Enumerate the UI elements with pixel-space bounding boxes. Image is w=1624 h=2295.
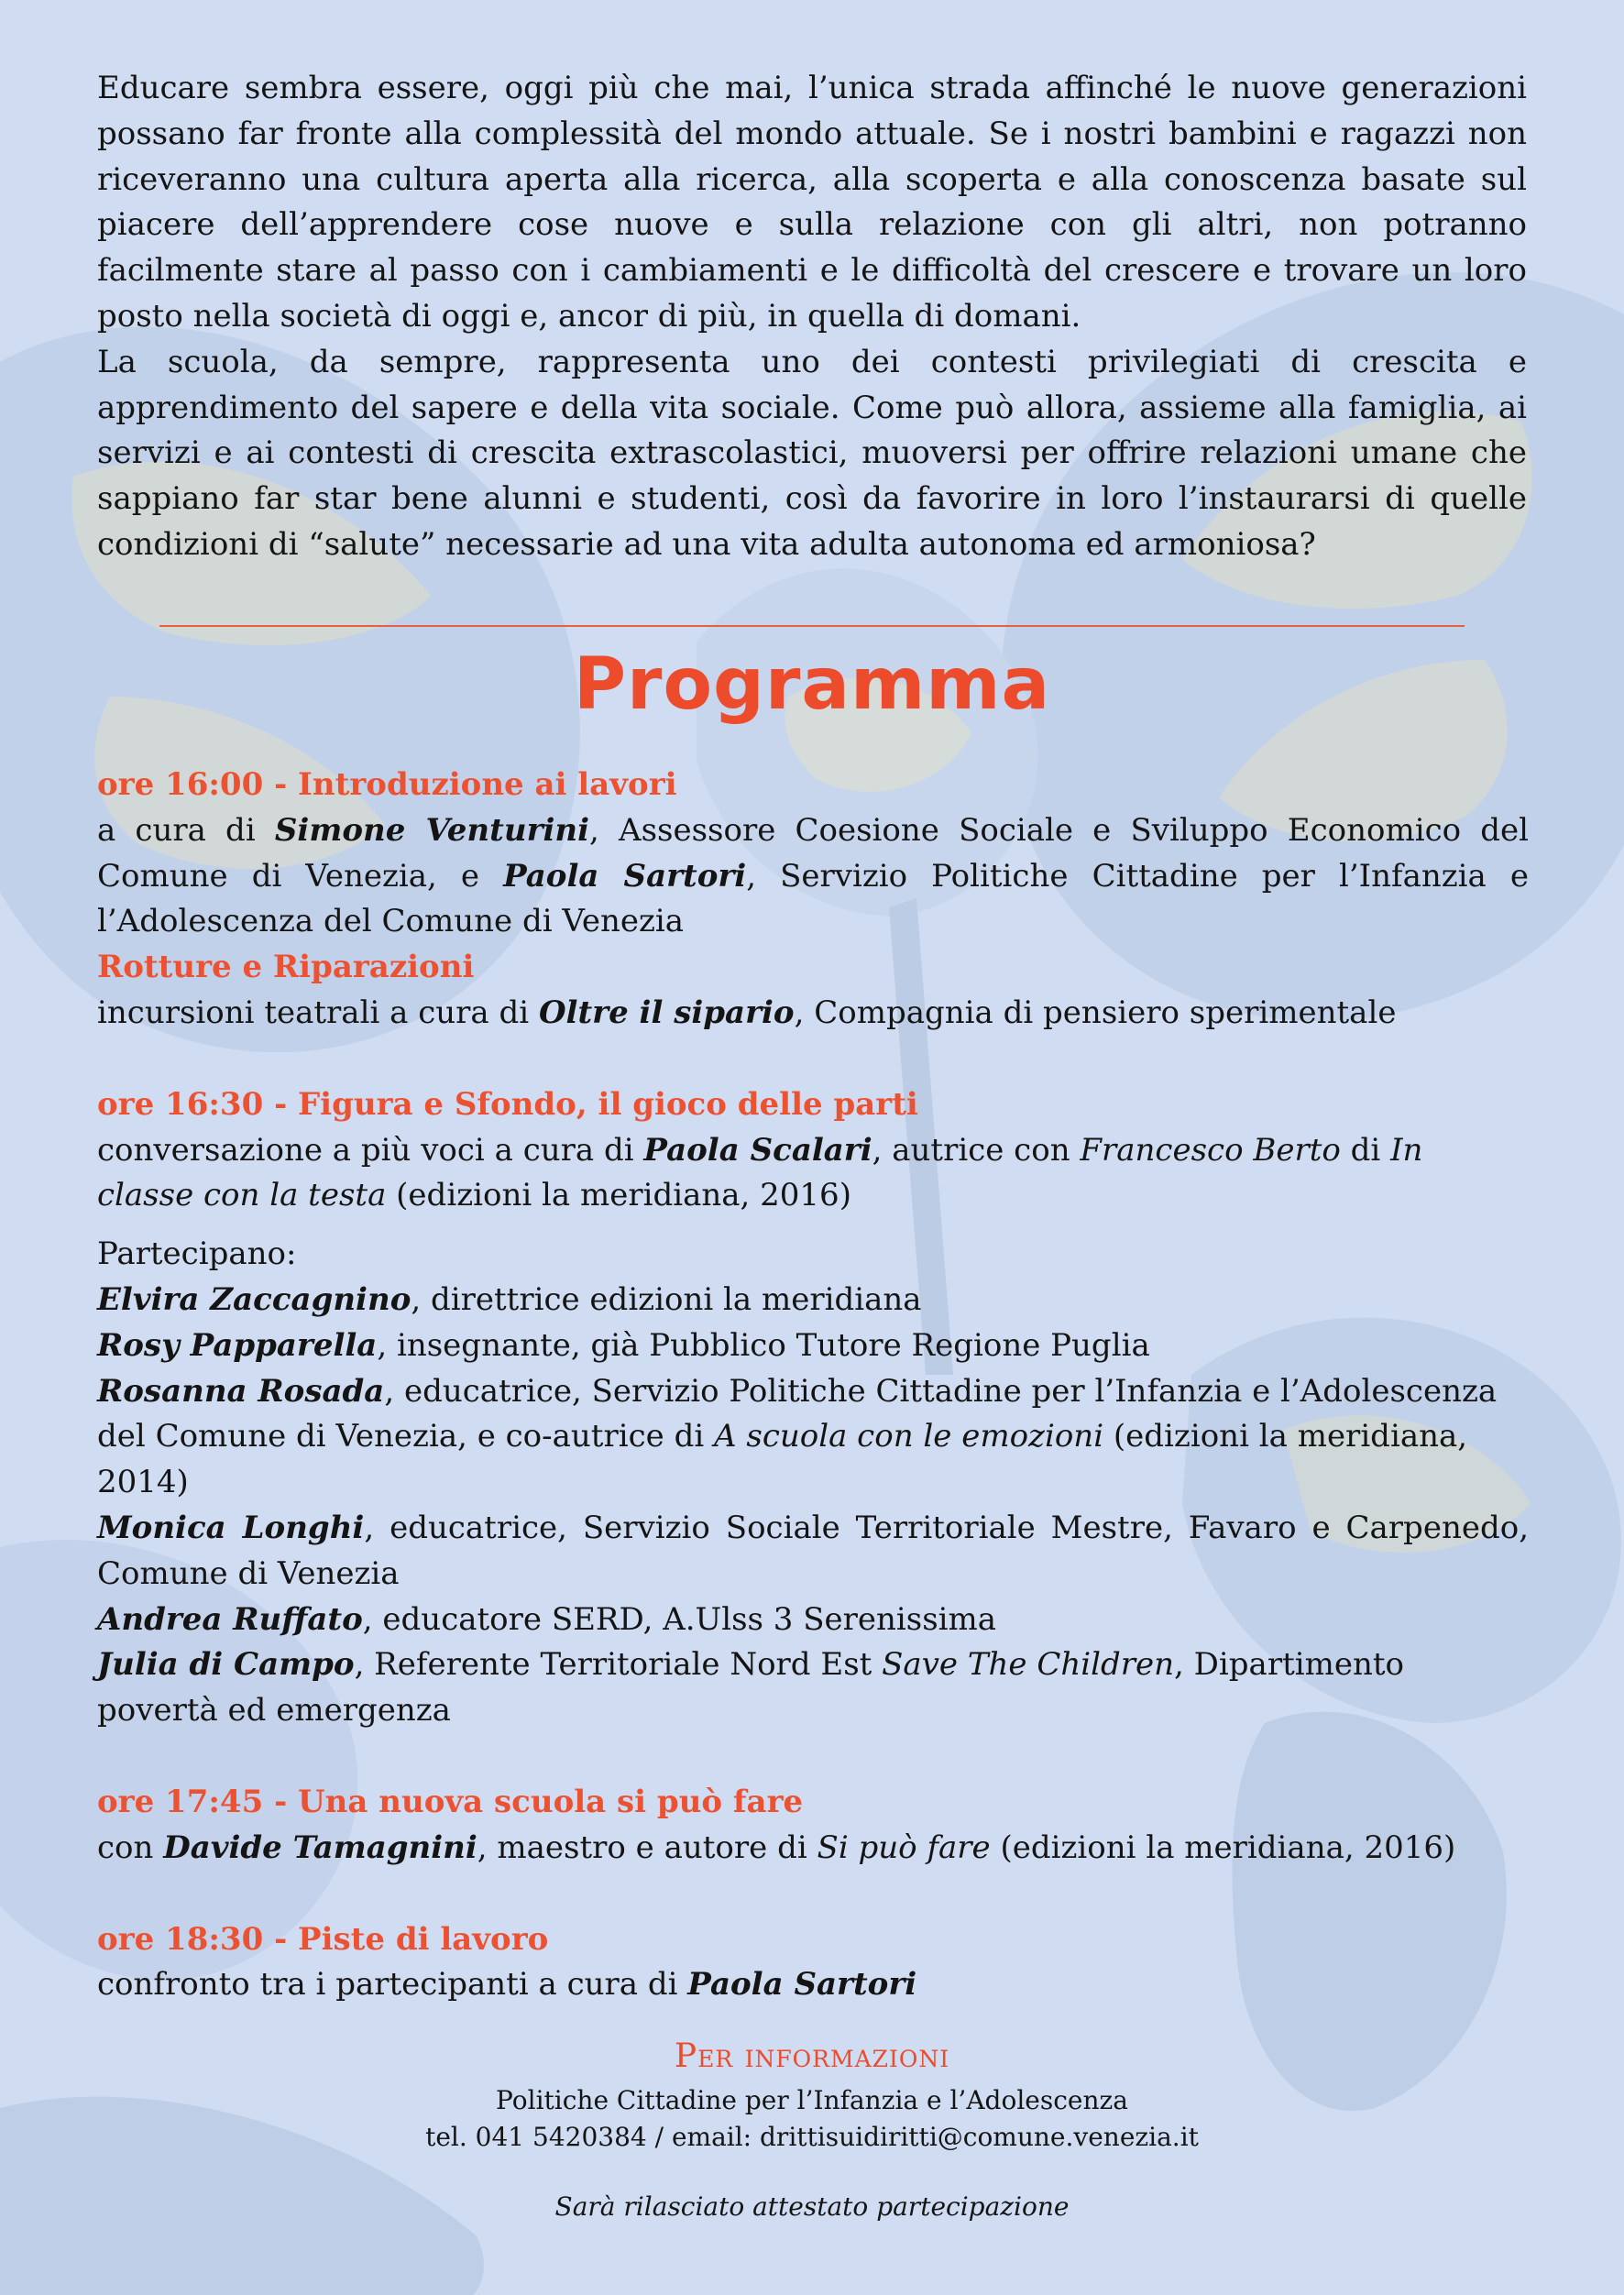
session-1-description bbox=[97, 808, 1529, 945]
intro-paragraph-1: Educare sembra essere, oggi più che mai, l’unica strada affinché le nuove generazioni possano far fronte alla complessità del mondo attuale. Se i nostri bambini e ragazzi non riceveranno una cultura aperta alla ricerca, alla scoperta e alla conoscenza basate sul piacere dell’apprendere cose nuove e sulla relazione con gli altri, non potranno facilmente stare al passo con i cambiamenti e le difficoltà del crescere e trovare un loro posto nella società di oggi e, ancor di più, in quella di domani. bbox=[97, 70, 1527, 335]
participant bbox=[97, 1323, 1529, 1369]
session-4 bbox=[97, 1917, 1529, 2009]
participant-role: (edizioni la meridiana, 2014) bbox=[97, 1418, 1468, 1501]
section-divider bbox=[159, 625, 1465, 627]
session-2-heading: ore 16:30 - Figura e Sfondo, il gioco delle parti bbox=[97, 1085, 918, 1123]
participant-name: Andrea Ruffato bbox=[97, 1600, 363, 1638]
participant-name: Rosanna Rosada bbox=[97, 1372, 385, 1410]
session-1-heading: ore 16:00 - Introduzione ai lavori bbox=[97, 766, 677, 803]
speaker-name: Paola Sartori bbox=[503, 857, 747, 895]
participant-role: , direttrice edizioni la meridiana bbox=[411, 1280, 922, 1318]
text: conversazione a più voci a cura di bbox=[97, 1131, 644, 1169]
text: , Assessore Coesione Sociale e Sviluppo Economico del Comune di Venezia, e bbox=[97, 811, 1530, 895]
program-list bbox=[97, 763, 1529, 2008]
info-office: Politiche Cittadine per l’Infanzia e l’Adolescenza bbox=[496, 2085, 1128, 2115]
text: incursioni teatrali a cura di bbox=[97, 994, 539, 1031]
coauthor-name: Francesco Berto bbox=[1080, 1131, 1341, 1169]
session-3-description bbox=[97, 1826, 1529, 1872]
participants-label: Partecipano: bbox=[97, 1235, 297, 1273]
text: con bbox=[97, 1828, 164, 1866]
info-title: Per informazioni bbox=[674, 2037, 950, 2075]
session-3 bbox=[97, 1780, 1529, 1872]
session-3-heading: ore 17:45 - Una nuova scuola si può fare bbox=[97, 1783, 804, 1820]
company-name: Oltre il sipario bbox=[538, 994, 795, 1031]
participant-name: Monica Longhi bbox=[97, 1509, 365, 1546]
participant bbox=[97, 1598, 1529, 1643]
participant-role: , educatrice, Servizio Sociale Territoriale Mestre, Favaro e Carpenedo, Comune di Venezia bbox=[97, 1509, 1530, 1592]
text: (edizioni la meridiana, 2016) bbox=[990, 1828, 1456, 1866]
participant-role: , educatrice, Servizio Politiche Cittadine per l’Infanzia e l’Adolescenza del Comune di Venezia, e co-autrice di bbox=[97, 1372, 1498, 1455]
info-block bbox=[0, 2033, 1624, 2225]
session-4-description bbox=[97, 1962, 1529, 2008]
organization-name: Save The Children bbox=[882, 1646, 1175, 1684]
page-title: Programma bbox=[573, 643, 1051, 726]
session-1-subheading: Rotture e Riparazioni bbox=[97, 949, 475, 986]
text: , Servizio Politiche Cittadine per l’Infanzia e l’Adolescenza del Comune di Venezia bbox=[97, 857, 1529, 940]
speaker-name: Paola Scalari bbox=[643, 1131, 872, 1169]
participant-role: , insegnante, già Pubblico Tutore Regione Puglia bbox=[377, 1326, 1150, 1364]
intro-text bbox=[97, 66, 1527, 568]
participant-name: Rosy Papparella bbox=[97, 1326, 378, 1364]
participant-role: , educatore SERD, A.Ulss 3 Serenissima bbox=[362, 1600, 997, 1638]
text: , autrice con bbox=[872, 1131, 1081, 1169]
text: confronto tra i partecipanti a cura di bbox=[97, 1966, 688, 2004]
text: , maestro e autore di bbox=[477, 1828, 817, 1866]
certificate-note: Sarà rilasciato attestato partecipazione bbox=[554, 2191, 1070, 2222]
book-title: In classe con la testa bbox=[97, 1131, 1423, 1214]
text: a cura di bbox=[97, 811, 275, 849]
participant-role: , Dipartimento povertà ed emergenza bbox=[97, 1646, 1404, 1729]
text: (edizioni la meridiana, 2016) bbox=[386, 1177, 851, 1214]
text: , Compagnia di pensiero sperimentale bbox=[794, 994, 1397, 1031]
speaker-name: Davide Tamagnini bbox=[163, 1828, 477, 1866]
session-4-heading: ore 18:30 - Piste di lavoro bbox=[97, 1920, 549, 1958]
speaker-name: Simone Venturini bbox=[274, 811, 590, 849]
participant-name: Elvira Zaccagnino bbox=[97, 1280, 411, 1318]
participant-name: Julia di Campo bbox=[97, 1646, 355, 1684]
book-title: Si può fare bbox=[817, 1828, 991, 1866]
speaker-name: Paola Sartori bbox=[687, 1966, 917, 2004]
info-contact: tel. 041 5420384 / email: drittisuidiritti@comune.venezia.it bbox=[425, 2122, 1199, 2152]
session-1 bbox=[97, 763, 1529, 1037]
participant bbox=[97, 1642, 1529, 1734]
book-title: A scuola con le emozioni bbox=[714, 1418, 1104, 1455]
participant bbox=[97, 1369, 1550, 1506]
intro-paragraph-2: La scuola, da sempre, rappresenta uno dei contesti privilegiati di crescita e apprendimento del sapere e della vita sociale. Come può allora, assieme alla famiglia, ai servizi e ai contesti di crescita extrascolastici, muoversi per offrire relazioni umane che sappiano far star bene alunni e studenti, così da favorire in loro l’instaurarsi di quelle condizioni di “salute” necessarie ad una vita adulta autonoma ed armoniosa? bbox=[97, 343, 1527, 563]
session-2 bbox=[97, 1082, 1529, 1734]
participant bbox=[97, 1278, 1529, 1323]
session-2-description bbox=[97, 1128, 1529, 1220]
participant-role: , Referente Territoriale Nord Est bbox=[354, 1646, 883, 1684]
participant bbox=[97, 1506, 1529, 1598]
text: di bbox=[1340, 1131, 1391, 1169]
session-1-sub-description bbox=[97, 991, 1529, 1037]
